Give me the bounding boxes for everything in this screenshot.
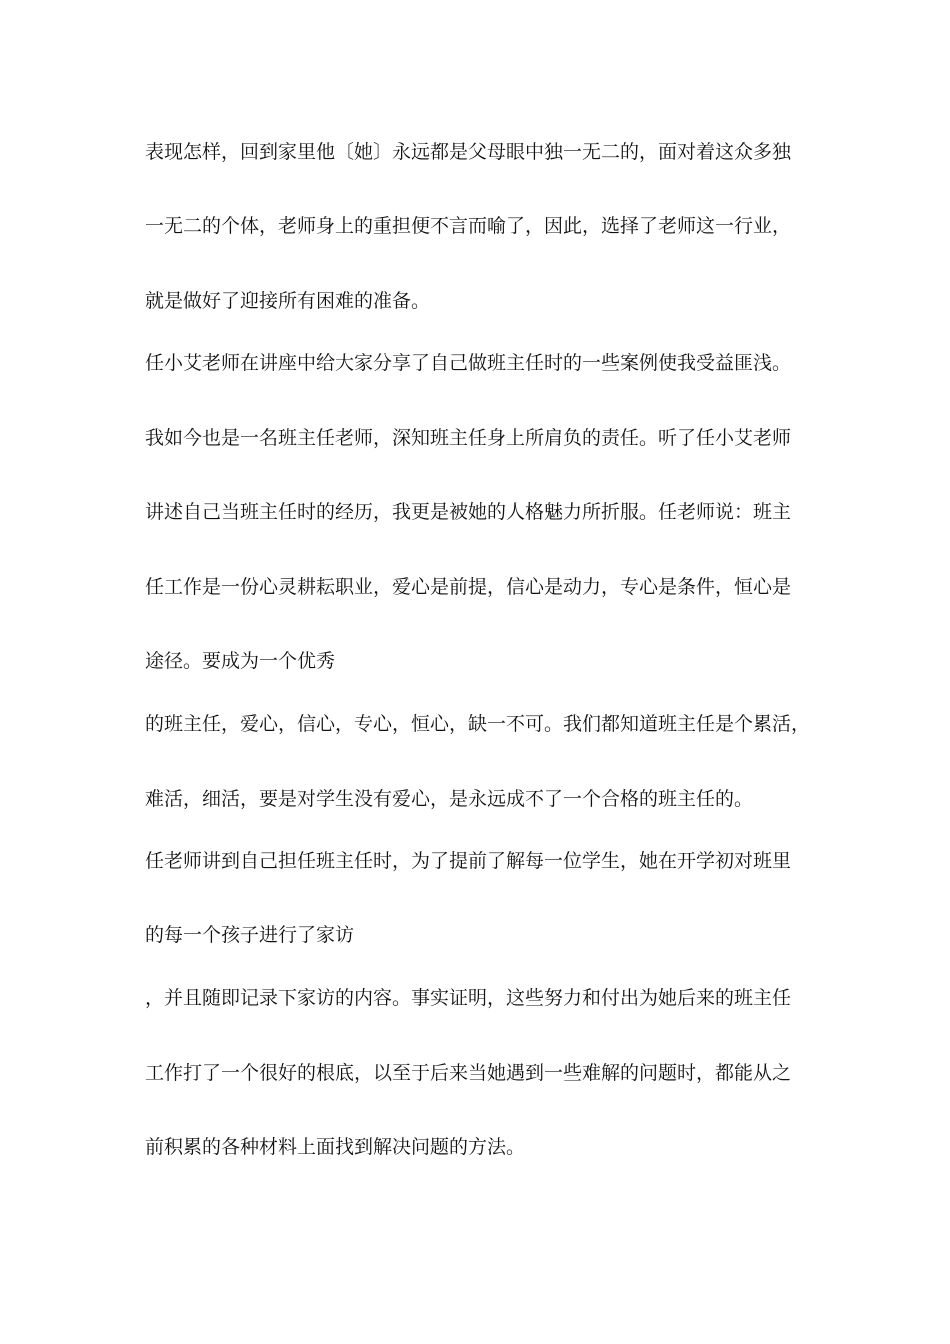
text-line: ，并且随即记录下家访的内容。事实证明，这些努力和付出为她后来的班主任 — [145, 987, 792, 1009]
text-line: 我如今也是一名班主任老师，深知班主任身上所肩负的责任。听了任小艾老师 — [145, 427, 792, 449]
text-line: 工作打了一个很好的根底，以至于后来当她遇到一些难解的问题时，都能从之 — [145, 1062, 792, 1084]
text-line: 任工作是一份心灵耕耘职业，爱心是前提，信心是动力，专心是条件，恒心是 — [145, 576, 792, 598]
text-line: 前积累的各种材料上面找到解决问题的方法。 — [145, 1136, 526, 1158]
text-line: 任小艾老师在讲座中给大家分享了自己做班主任时的一些案例使我受益匪浅。 — [145, 352, 792, 374]
text-line: 一无二的个体，老师身上的重担便不言而喻了，因此，选择了老师这一行业， — [145, 215, 792, 237]
text-line: 就是做好了迎接所有困难的准备。 — [145, 290, 431, 312]
text-line: 途径。要成为一个优秀 — [145, 650, 336, 672]
text-line: 的班主任，爱心，信心，专心，恒心，缺一不可。我们都知道班主任是个累活， — [145, 713, 811, 735]
text-line: 难活，细活，要是对学生没有爱心，是永远成不了一个合格的班主任的。 — [145, 788, 754, 810]
text-line: 任老师讲到自己担任班主任时，为了提前了解每一位学生，她在开学初对班里 — [145, 850, 792, 872]
text-line: 讲述自己当班主任时的经历，我更是被她的人格魅力所折服。任老师说：班主 — [145, 501, 792, 523]
text-line: 的每一个孩子进行了家访 — [145, 924, 355, 946]
text-line: 表现怎样，回到家里他〔她〕永远都是父母眼中独一无二的，面对着这众多独 — [145, 141, 792, 163]
